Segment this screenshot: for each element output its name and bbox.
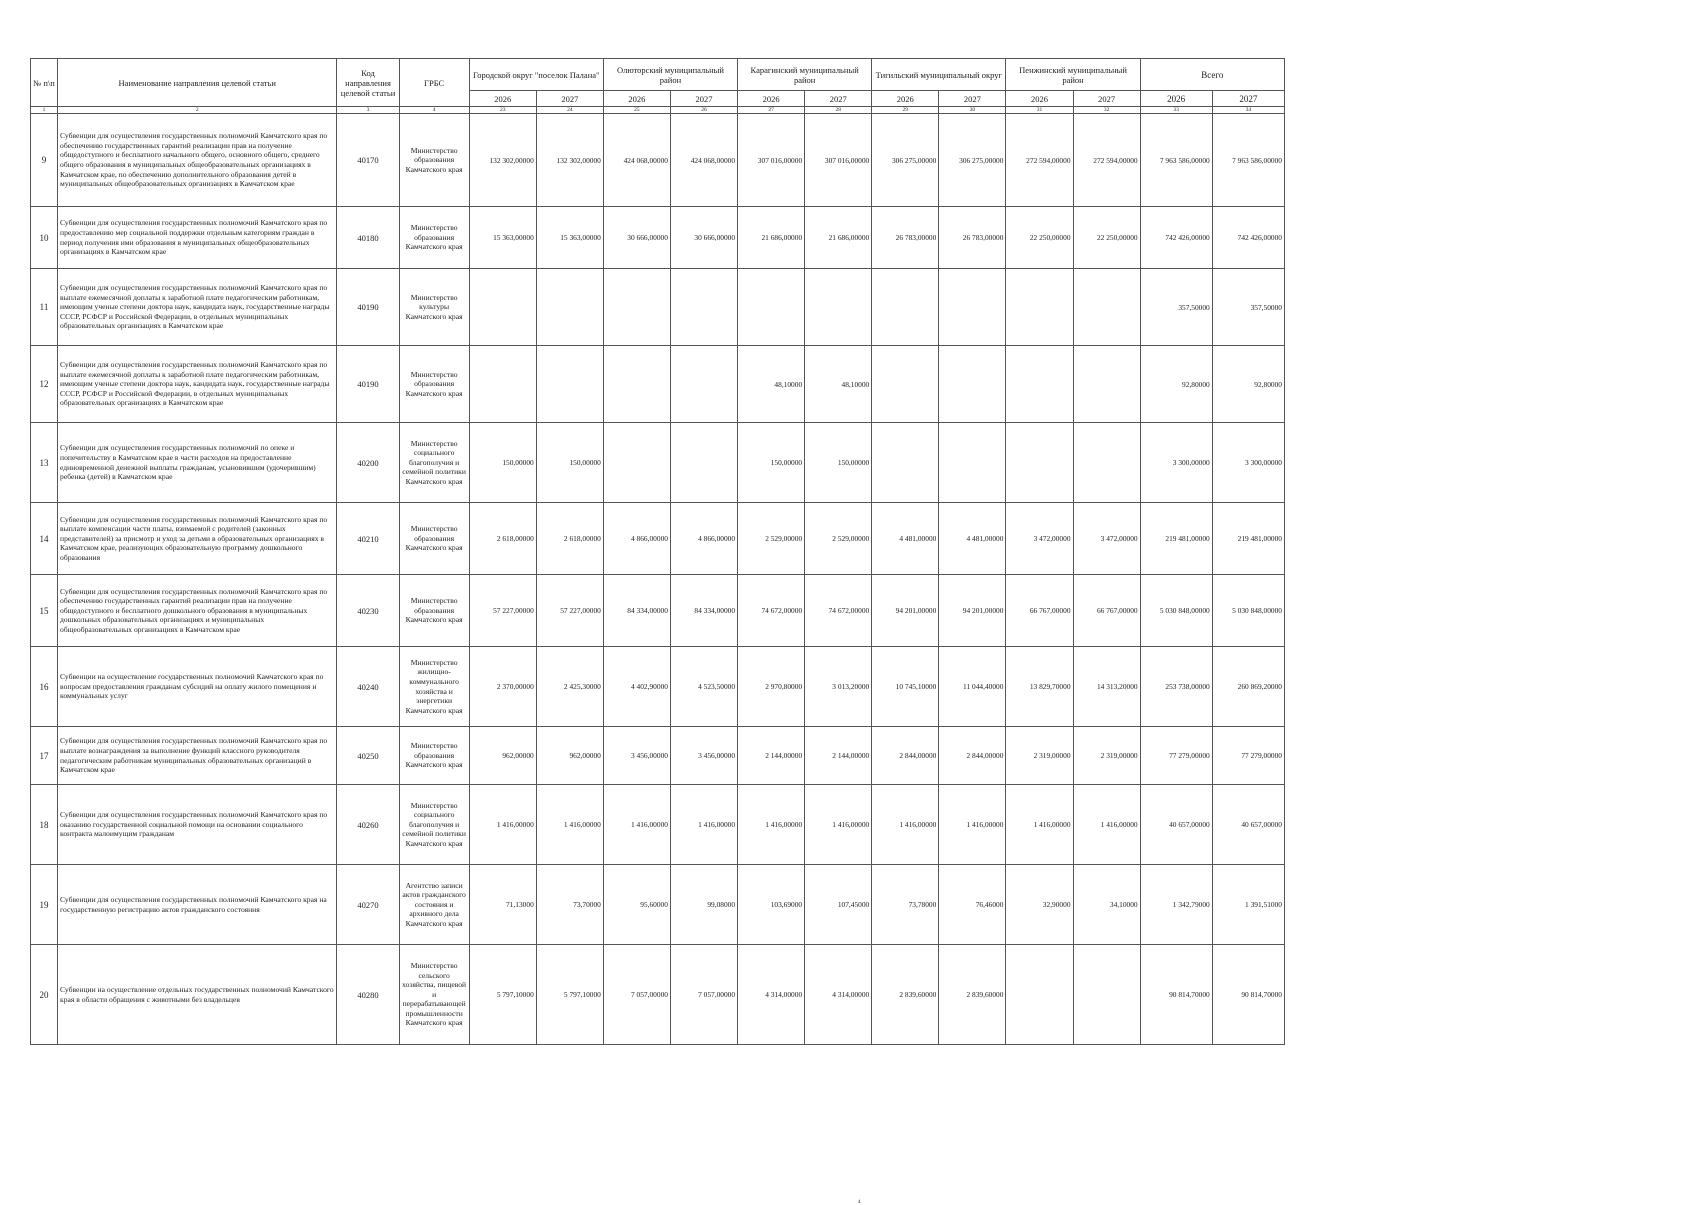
row-value: 2 529,00000 xyxy=(805,503,872,575)
row-grbs: Министерство образования Камчатского края xyxy=(399,575,469,647)
row-value: 1 416,00000 xyxy=(603,785,670,865)
row-value xyxy=(603,346,670,423)
row-value: 1 416,00000 xyxy=(805,785,872,865)
row-total: 40 657,00000 xyxy=(1140,785,1212,865)
row-number: 19 xyxy=(31,865,58,945)
row-value: 14 313,20000 xyxy=(1073,647,1140,727)
row-number: 12 xyxy=(31,346,58,423)
row-total: 92,80000 xyxy=(1212,346,1284,423)
row-total: 357,50000 xyxy=(1140,269,1212,346)
row-value: 962,00000 xyxy=(536,727,603,785)
column-number: 24 xyxy=(536,107,603,114)
row-value xyxy=(872,346,939,423)
column-number: 25 xyxy=(603,107,670,114)
row-value: 962,00000 xyxy=(469,727,536,785)
row-value: 132 302,00000 xyxy=(469,114,536,207)
row-total: 742 426,00000 xyxy=(1212,207,1284,269)
header-group-olyutorsky: Олюторский муниципальный район xyxy=(603,59,737,91)
row-value: 66 767,00000 xyxy=(1006,575,1073,647)
row-number: 14 xyxy=(31,503,58,575)
row-value xyxy=(1006,423,1073,503)
row-value xyxy=(872,423,939,503)
row-value: 1 416,00000 xyxy=(872,785,939,865)
row-value: 66 767,00000 xyxy=(1073,575,1140,647)
row-code: 40180 xyxy=(337,207,399,269)
row-name: Субвенции для осуществления государственных полномочий Камчатского края на государственную регистрацию актов гражданского состояния xyxy=(58,865,337,945)
row-grbs: Агентство записи актов гражданского состояния и архивного дела Камчатского края xyxy=(399,865,469,945)
row-value: 2 839,60000 xyxy=(939,945,1006,1045)
header-year: 2026 xyxy=(1006,91,1073,107)
header-group-karaginsky: Карагинский муниципальный район xyxy=(738,59,872,91)
row-value: 84 334,00000 xyxy=(603,575,670,647)
row-value: 76,46000 xyxy=(939,865,1006,945)
row-grbs: Министерство образования Камчатского края xyxy=(399,727,469,785)
header-year: 2026 xyxy=(738,91,805,107)
row-value: 15 363,00000 xyxy=(536,207,603,269)
row-code: 40170 xyxy=(337,114,399,207)
row-name: Субвенции для осуществления государственных полномочий по опеке и попечительству в Камчатском крае в части расходов на предоставление единовременной денежной выплаты гражданам, усыновившим (удочерившим) ребенка (детей) в Камчатском крае xyxy=(58,423,337,503)
row-code: 40200 xyxy=(337,423,399,503)
row-value: 10 745,10000 xyxy=(872,647,939,727)
row-value: 26 783,00000 xyxy=(872,207,939,269)
row-value xyxy=(469,346,536,423)
row-value: 15 363,00000 xyxy=(469,207,536,269)
column-number: 1 xyxy=(31,107,58,114)
row-value: 48,10000 xyxy=(738,346,805,423)
column-number: 27 xyxy=(738,107,805,114)
row-value xyxy=(939,423,1006,503)
column-number: 31 xyxy=(1006,107,1073,114)
row-value: 150,00000 xyxy=(536,423,603,503)
row-value: 94 201,00000 xyxy=(872,575,939,647)
header-year: 2027 xyxy=(670,91,737,107)
row-value: 132 302,00000 xyxy=(536,114,603,207)
row-total: 1 391,51000 xyxy=(1212,865,1284,945)
row-grbs: Министерство образования Камчатского края xyxy=(399,207,469,269)
row-value xyxy=(1073,346,1140,423)
row-value xyxy=(1006,269,1073,346)
column-number: 28 xyxy=(805,107,872,114)
row-code: 40260 xyxy=(337,785,399,865)
row-value: 2 144,00000 xyxy=(738,727,805,785)
row-value xyxy=(1073,423,1140,503)
row-value: 150,00000 xyxy=(469,423,536,503)
table-row xyxy=(31,503,1285,575)
row-total: 90 814,70000 xyxy=(1140,945,1212,1045)
row-total: 3 300,00000 xyxy=(1140,423,1212,503)
header-year: 2027 xyxy=(805,91,872,107)
header-group-total: Всего xyxy=(1140,59,1284,91)
row-name: Субвенции на осуществление отдельных государственных полномочий Камчатского края в области обращения с животными без владельцев xyxy=(58,945,337,1045)
row-value: 34,10000 xyxy=(1073,865,1140,945)
row-name: Субвенции для осуществления государственных полномочий Камчатского края по оказанию государственной социальной помощи на основании социального контракта малоимущим гражданам xyxy=(58,785,337,865)
row-value: 3 472,00000 xyxy=(1073,503,1140,575)
row-name: Субвенции для осуществления государственных полномочий Камчатского края по обеспечению государственных гарантий реализации прав на получение общедоступного и бесплатного начального общего, основного общего, среднего общего образования в муниципальных общеобразовательных организациях в Камчатском крае, по обеспечению дополнительного образования детей в муниципальных общеобразовательных организациях в Камчатском крае xyxy=(58,114,337,207)
row-value: 307 016,00000 xyxy=(805,114,872,207)
row-value: 73,78000 xyxy=(872,865,939,945)
row-value: 4 481,00000 xyxy=(872,503,939,575)
row-name: Субвенции для осуществления государственных полномочий Камчатского края по выплате ежемесячной доплаты к заработной плате педагогическим работникам, имеющим ученые степени доктора наук, кандидата наук, государственные награды СССР, РСФСР и Российской Федерации, в отдельных муниципальных образовательных организациях в Камчатском крае xyxy=(58,346,337,423)
row-total: 92,80000 xyxy=(1140,346,1212,423)
row-value: 2 839,60000 xyxy=(872,945,939,1045)
row-value: 2 144,00000 xyxy=(805,727,872,785)
row-value: 7 057,00000 xyxy=(670,945,737,1045)
row-value: 84 334,00000 xyxy=(670,575,737,647)
row-value: 2 425,30000 xyxy=(536,647,603,727)
row-value: 4 481,00000 xyxy=(939,503,1006,575)
row-value: 4 402,90000 xyxy=(603,647,670,727)
header-code: Код направления целевой статьи xyxy=(337,59,399,107)
row-total: 260 869,20000 xyxy=(1212,647,1284,727)
column-number: 4 xyxy=(399,107,469,114)
header-no: № п\п xyxy=(31,59,58,107)
column-number: 3 xyxy=(337,107,399,114)
row-total: 1 342,79000 xyxy=(1140,865,1212,945)
row-value: 1 416,00000 xyxy=(939,785,1006,865)
budget-sheet xyxy=(30,58,1285,1045)
column-number: 33 xyxy=(1140,107,1212,114)
row-value: 30 666,00000 xyxy=(670,207,737,269)
row-total: 40 657,00000 xyxy=(1212,785,1284,865)
row-number: 13 xyxy=(31,423,58,503)
table-row xyxy=(31,945,1285,1045)
row-number: 16 xyxy=(31,647,58,727)
row-value: 2 844,00000 xyxy=(872,727,939,785)
row-total: 77 279,00000 xyxy=(1212,727,1284,785)
row-value: 4 523,50000 xyxy=(670,647,737,727)
row-value: 22 250,00000 xyxy=(1073,207,1140,269)
row-number: 17 xyxy=(31,727,58,785)
row-value xyxy=(872,269,939,346)
column-number: 26 xyxy=(670,107,737,114)
row-value xyxy=(670,346,737,423)
row-grbs: Министерство образования Камчатского края xyxy=(399,346,469,423)
row-value: 1 416,00000 xyxy=(738,785,805,865)
row-total: 7 963 586,00000 xyxy=(1212,114,1284,207)
row-value: 26 783,00000 xyxy=(939,207,1006,269)
header-year-total: 2027 xyxy=(1212,91,1284,107)
row-code: 40190 xyxy=(337,269,399,346)
row-total: 357,50000 xyxy=(1212,269,1284,346)
row-total: 5 030 848,00000 xyxy=(1212,575,1284,647)
row-value: 95,60000 xyxy=(603,865,670,945)
row-total: 219 481,00000 xyxy=(1212,503,1284,575)
row-value: 306 275,00000 xyxy=(939,114,1006,207)
row-value: 2 370,00000 xyxy=(469,647,536,727)
row-name: Субвенции для осуществления государственных полномочий Камчатского края по выплате компенсации части платы, взимаемой с родителей (законных представителей) за присмотр и уход за детьми в образовательных организациях в Камчатском крае, реализующих образовательную программу дошкольного образования xyxy=(58,503,337,575)
table-row xyxy=(31,346,1285,423)
row-value: 21 686,00000 xyxy=(738,207,805,269)
row-value: 71,13000 xyxy=(469,865,536,945)
row-value: 5 797,10000 xyxy=(536,945,603,1045)
row-total: 742 426,00000 xyxy=(1140,207,1212,269)
row-value xyxy=(1006,945,1073,1045)
row-value: 424 068,00000 xyxy=(670,114,737,207)
row-total: 7 963 586,00000 xyxy=(1140,114,1212,207)
row-value: 1 416,00000 xyxy=(1073,785,1140,865)
row-value: 103,69000 xyxy=(738,865,805,945)
row-code: 40190 xyxy=(337,346,399,423)
header-year: 2027 xyxy=(1073,91,1140,107)
row-value: 272 594,00000 xyxy=(1006,114,1073,207)
row-code: 40230 xyxy=(337,575,399,647)
row-total: 253 738,00000 xyxy=(1140,647,1212,727)
row-value: 73,70000 xyxy=(536,865,603,945)
table-row xyxy=(31,575,1285,647)
budget-table xyxy=(30,58,1285,1045)
header-group-penzhinsky: Пенжинский муниципальный район xyxy=(1006,59,1140,91)
row-name: Субвенции для осуществления государственных полномочий Камчатского края по выплате вознаграждения за выполнение функций классного руководителя педагогическим работникам муниципальных образовательных организаций в Камчатском крае xyxy=(58,727,337,785)
row-number: 11 xyxy=(31,269,58,346)
table-body xyxy=(31,114,1285,1045)
header-name: Наименование направления целевой статьи xyxy=(58,59,337,107)
row-total: 3 300,00000 xyxy=(1212,423,1284,503)
row-value: 22 250,00000 xyxy=(1006,207,1073,269)
column-number: 34 xyxy=(1212,107,1284,114)
row-grbs: Министерство жилищно-коммунального хозяйства и энергетики Камчатского края xyxy=(399,647,469,727)
row-code: 40210 xyxy=(337,503,399,575)
row-value: 2 319,00000 xyxy=(1073,727,1140,785)
row-value xyxy=(536,269,603,346)
row-value xyxy=(603,423,670,503)
column-number: 23 xyxy=(469,107,536,114)
row-number: 15 xyxy=(31,575,58,647)
table-row xyxy=(31,423,1285,503)
row-value: 48,10000 xyxy=(805,346,872,423)
row-value xyxy=(738,269,805,346)
header-group-tigilsky: Тигильский муниципальный округ xyxy=(872,59,1006,91)
row-value: 21 686,00000 xyxy=(805,207,872,269)
row-value xyxy=(939,269,1006,346)
header-year-total: 2026 xyxy=(1140,91,1212,107)
row-value xyxy=(1073,945,1140,1045)
row-value xyxy=(670,423,737,503)
row-number: 18 xyxy=(31,785,58,865)
row-value: 3 013,20000 xyxy=(805,647,872,727)
row-value: 150,00000 xyxy=(738,423,805,503)
row-value xyxy=(469,269,536,346)
row-value: 306 275,00000 xyxy=(872,114,939,207)
column-number: 30 xyxy=(939,107,1006,114)
row-total: 90 814,70000 xyxy=(1212,945,1284,1045)
page-number: 4 xyxy=(858,1200,861,1205)
row-value xyxy=(603,269,670,346)
row-value: 2 618,00000 xyxy=(469,503,536,575)
row-code: 40280 xyxy=(337,945,399,1045)
row-value: 99,08000 xyxy=(670,865,737,945)
row-name: Субвенции на осуществление государственных полномочий Камчатского края по вопросам предоставления гражданам субсидий на оплату жилого помещения и коммунальных услуг xyxy=(58,647,337,727)
table-row xyxy=(31,647,1285,727)
row-total: 219 481,00000 xyxy=(1140,503,1212,575)
row-value xyxy=(805,269,872,346)
row-value: 3 456,00000 xyxy=(603,727,670,785)
row-value xyxy=(939,346,1006,423)
row-value: 30 666,00000 xyxy=(603,207,670,269)
row-grbs: Министерство социального благополучия и семейной политики Камчатского края xyxy=(399,785,469,865)
row-value: 1 416,00000 xyxy=(670,785,737,865)
row-value: 94 201,00000 xyxy=(939,575,1006,647)
row-value: 3 472,00000 xyxy=(1006,503,1073,575)
row-value: 2 319,00000 xyxy=(1006,727,1073,785)
table-row xyxy=(31,114,1285,207)
row-grbs: Министерство образования Камчатского края xyxy=(399,503,469,575)
row-code: 40250 xyxy=(337,727,399,785)
row-value xyxy=(670,269,737,346)
row-value: 1 416,00000 xyxy=(536,785,603,865)
row-name: Субвенции для осуществления государственных полномочий Камчатского края по выплате ежемесячной доплаты к заработной плате педагогическим работникам, имеющим ученые степени доктора наук, кандидата наук, государственные награды СССР, РСФСР и Российской Федерации, в отдельных муниципальных образовательных организациях в Камчатском крае xyxy=(58,269,337,346)
row-total: 77 279,00000 xyxy=(1140,727,1212,785)
row-number: 9 xyxy=(31,114,58,207)
header-year: 2026 xyxy=(603,91,670,107)
row-value: 272 594,00000 xyxy=(1073,114,1140,207)
row-value: 1 416,00000 xyxy=(469,785,536,865)
row-value: 11 044,40000 xyxy=(939,647,1006,727)
row-grbs: Министерство культуры Камчатского края xyxy=(399,269,469,346)
row-value: 2 970,80000 xyxy=(738,647,805,727)
row-value: 13 829,70000 xyxy=(1006,647,1073,727)
row-value: 2 844,00000 xyxy=(939,727,1006,785)
row-value: 3 456,00000 xyxy=(670,727,737,785)
row-value: 2 529,00000 xyxy=(738,503,805,575)
row-value: 74 672,00000 xyxy=(805,575,872,647)
row-value: 307 016,00000 xyxy=(738,114,805,207)
row-value: 1 416,00000 xyxy=(1006,785,1073,865)
row-value: 4 314,00000 xyxy=(805,945,872,1045)
row-value: 32,90000 xyxy=(1006,865,1073,945)
row-number: 20 xyxy=(31,945,58,1045)
row-value: 4 314,00000 xyxy=(738,945,805,1045)
row-value: 150,00000 xyxy=(805,423,872,503)
header-year: 2026 xyxy=(872,91,939,107)
row-value: 57 227,00000 xyxy=(536,575,603,647)
row-name: Субвенции для осуществления государственных полномочий Камчатского края по обеспечению государственных гарантий реализации прав на получение общедоступного и бесплатного дошкольного образования в муниципальных дошкольных образовательных организациях и муниципальных общеобразовательных организациях в Камчатском крае xyxy=(58,575,337,647)
table-row xyxy=(31,207,1285,269)
row-value: 4 866,00000 xyxy=(603,503,670,575)
row-value xyxy=(536,346,603,423)
column-number-row xyxy=(31,107,1285,114)
table-row xyxy=(31,269,1285,346)
row-code: 40270 xyxy=(337,865,399,945)
column-number: 32 xyxy=(1073,107,1140,114)
row-value xyxy=(1073,269,1140,346)
row-code: 40240 xyxy=(337,647,399,727)
column-number: 29 xyxy=(872,107,939,114)
row-value: 4 866,00000 xyxy=(670,503,737,575)
header-year: 2027 xyxy=(536,91,603,107)
row-grbs: Министерство образования Камчатского края xyxy=(399,114,469,207)
table-row xyxy=(31,865,1285,945)
row-value xyxy=(1006,346,1073,423)
row-value: 5 797,10000 xyxy=(469,945,536,1045)
row-value: 424 068,00000 xyxy=(603,114,670,207)
row-value: 7 057,00000 xyxy=(603,945,670,1045)
header-year: 2027 xyxy=(939,91,1006,107)
column-number: 2 xyxy=(58,107,337,114)
table-row xyxy=(31,785,1285,865)
header-year: 2026 xyxy=(469,91,536,107)
row-value: 2 618,00000 xyxy=(536,503,603,575)
header-group-palana: Городской округ "поселок Палана" xyxy=(469,59,603,91)
row-number: 10 xyxy=(31,207,58,269)
row-grbs: Министерство сельского хозяйства, пищевой и перерабатывающей промышленности Камчатского края xyxy=(399,945,469,1045)
row-grbs: Министерство социального благополучия и семейной политики Камчатского края xyxy=(399,423,469,503)
row-total: 5 030 848,00000 xyxy=(1140,575,1212,647)
header-grbs: ГРБС xyxy=(399,59,469,107)
row-value: 57 227,00000 xyxy=(469,575,536,647)
table-row xyxy=(31,727,1285,785)
row-name: Субвенции для осуществления государственных полномочий Камчатского края по предоставлению мер социальной поддержки отдельным категориям граждан в период получения ими образования в муниципальных общеобразовательных организациях в Камчатском крае xyxy=(58,207,337,269)
row-value: 74 672,00000 xyxy=(738,575,805,647)
row-value: 107,45000 xyxy=(805,865,872,945)
